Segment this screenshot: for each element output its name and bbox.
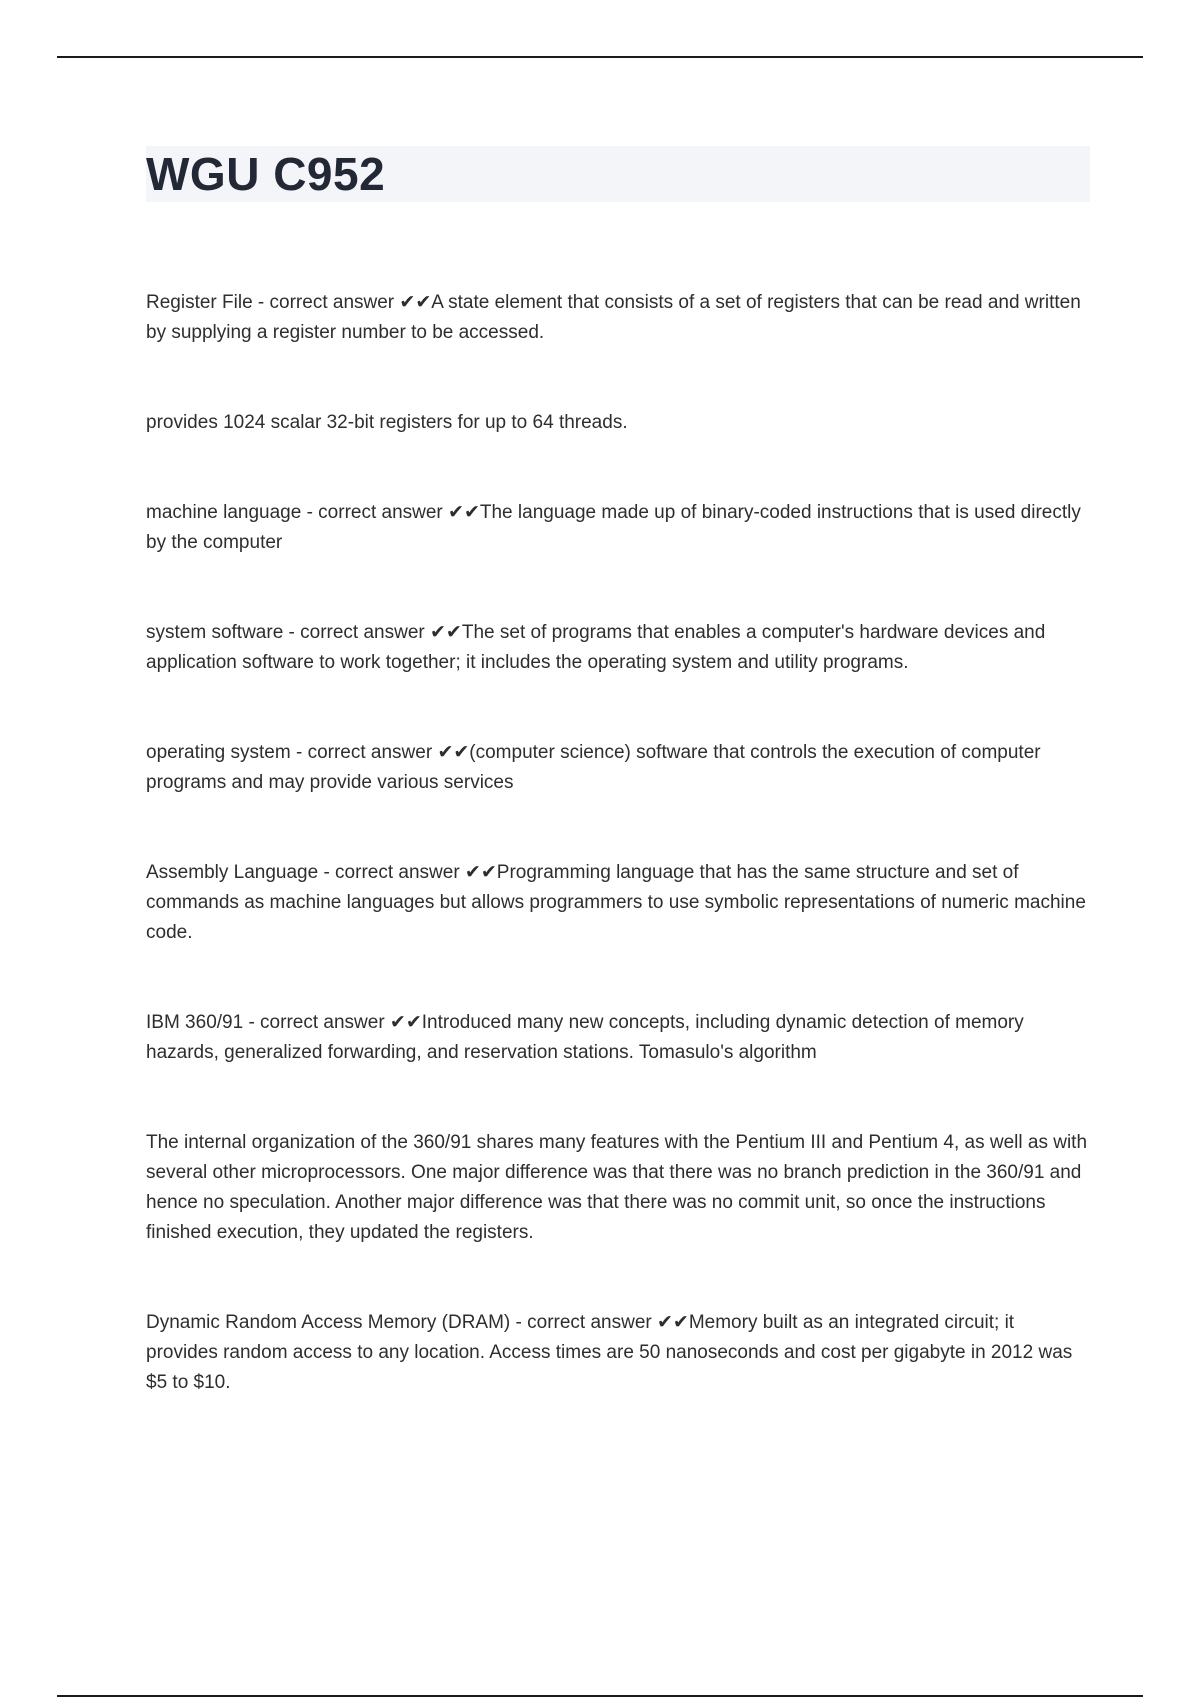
entry-dram: Dynamic Random Access Memory (DRAM) - correct answer ✔✔Memory built as an integrated circuit; it provides random access to any location. Access times are 50 nanoseconds and cost per gigabyte in 2012 was $5 to $10. [146,1312,1073,1393]
entry-360-91-organization: The internal organization of the 360/91 shares many features with the Pentium III and Pentium 4, as well as with several other microprocessors. One major difference was that there was no branch prediction in the 360/91 and hence no speculation. Another major difference was that there was no commit unit, so once the instructions finished execution, they updated the registers. [146,1132,1088,1243]
top-divider [57,56,1143,58]
document-body [146,288,1090,1458]
entry-register-file: Register File - correct answer ✔✔A state element that consists of a set of registers that can be read and written by supplying a register number to be accessed. [146,292,1081,343]
entry-machine-language: machine language - correct answer ✔✔The language made up of binary-coded instructions that is used directly by the computer [146,502,1081,553]
entry-assembly-language: Assembly Language - correct answer ✔✔Programming language that has the same structure and set of commands as machine languages but allows programmers to use symbolic representations of numeric machine code. [146,862,1086,943]
entry-ibm-360-91: IBM 360/91 - correct answer ✔✔Introduced many new concepts, including dynamic detection of memory hazards, generalized forwarding, and reservation stations. Tomasulo's algorithm [146,1012,1024,1063]
entry-operating-system: operating system - correct answer ✔✔(computer science) software that controls the execution of computer programs and may provide various services [146,742,1041,793]
bottom-divider [57,1695,1143,1697]
entry-system-software: system software - correct answer ✔✔The set of programs that enables a computer's hardware devices and application software to work together; it includes the operating system and utility programs. [146,622,1046,673]
page-title: WGU C952 [146,148,386,200]
entry-registers-note: provides 1024 scalar 32-bit registers for up to 64 threads. [146,412,628,433]
